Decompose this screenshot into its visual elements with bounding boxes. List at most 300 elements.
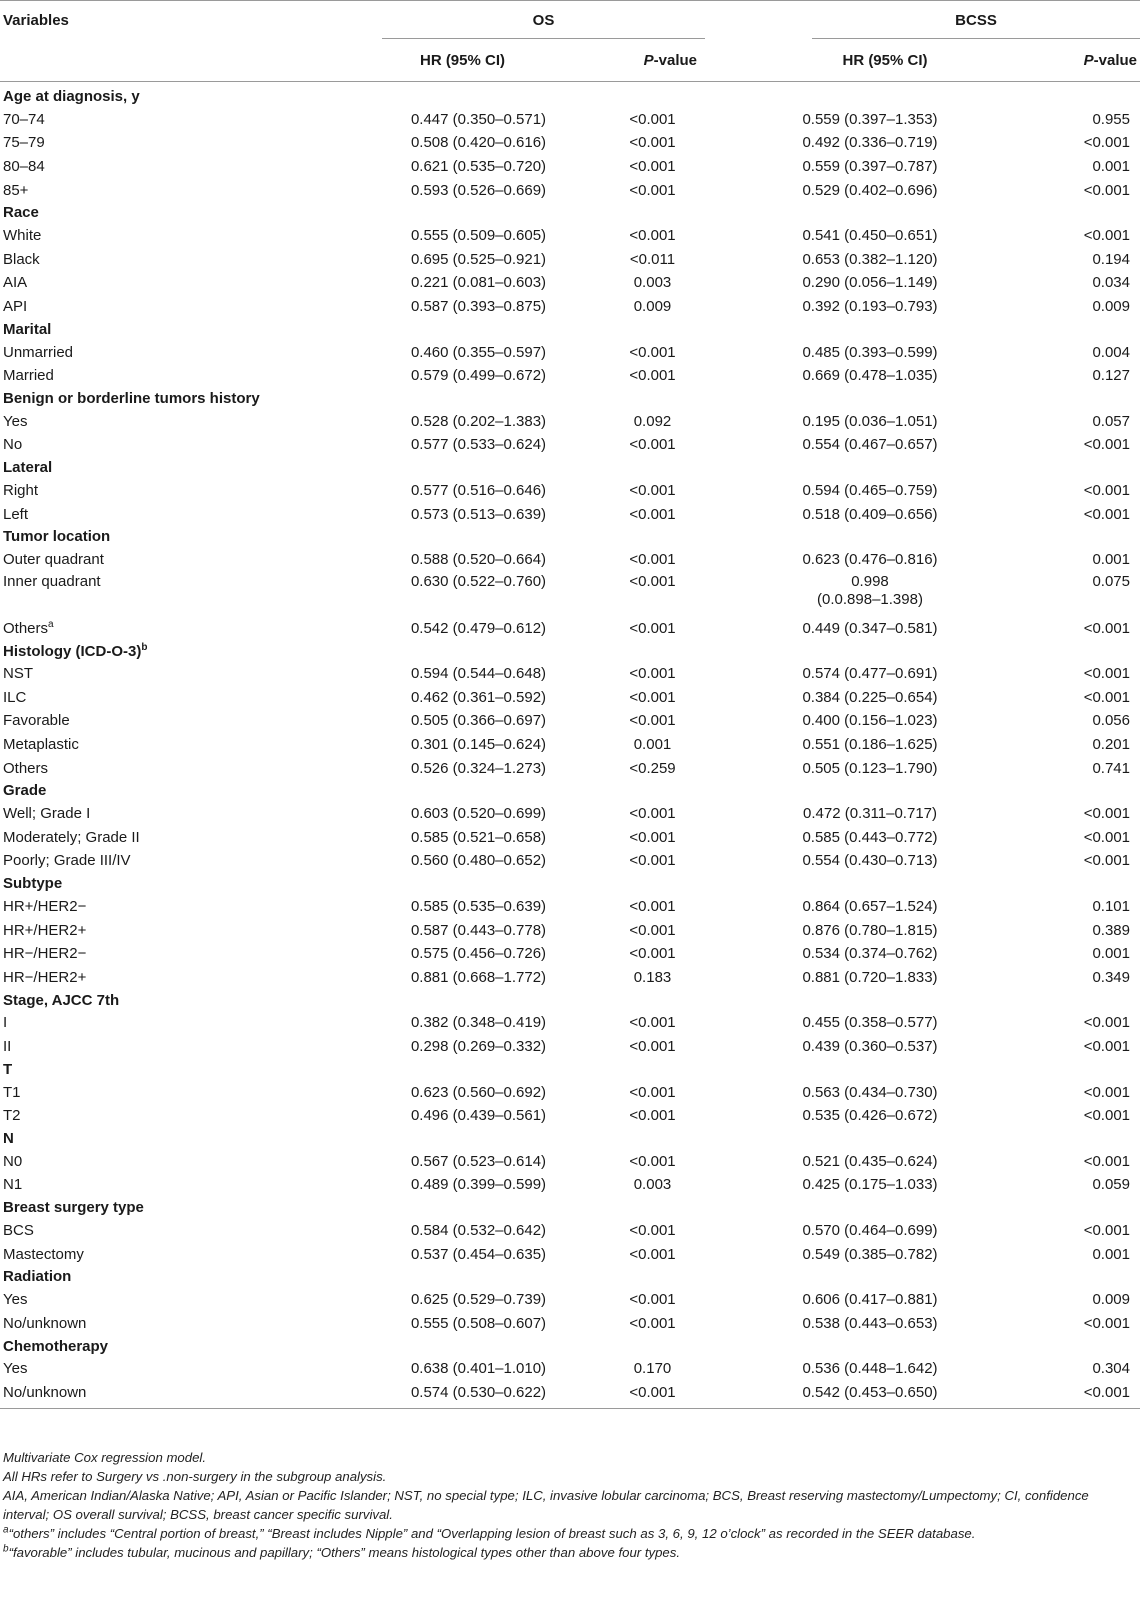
row-label bbox=[0, 826, 370, 850]
os-hr-cell: 0.603 (0.520–0.699) bbox=[410, 805, 547, 823]
os-hr-cell: 0.588 (0.520–0.664) bbox=[410, 551, 547, 569]
bcss-hr-text: 0.669 (0.478–1.035) bbox=[802, 367, 938, 385]
os-hr-cell: 0.638 (0.401–1.010) bbox=[410, 1360, 547, 1378]
row-label bbox=[0, 295, 370, 319]
bcss-hr-text: 0.472 (0.311–0.717) bbox=[803, 805, 937, 823]
header-os-group bbox=[370, 1, 715, 40]
header-os-p-italic: P bbox=[643, 51, 654, 69]
bcss-hr-text: 0.606 (0.417–0.881) bbox=[802, 1291, 938, 1309]
os-hr-cell: 0.542 (0.479–0.612) bbox=[410, 619, 547, 637]
bcss-pvalue-cell: 0.057 bbox=[1092, 412, 1130, 430]
os-pvalue-cell: <0.001 bbox=[629, 367, 676, 385]
row-label bbox=[0, 503, 370, 527]
bcss-hr-text: 0.384 (0.225–0.654) bbox=[802, 688, 938, 706]
row-label bbox=[0, 224, 370, 248]
table-row bbox=[0, 617, 1140, 641]
table-row bbox=[0, 966, 1140, 990]
bcss-hr-text: 0.559 (0.397–1.353) bbox=[802, 110, 938, 128]
gap-cell bbox=[715, 503, 800, 527]
table-row bbox=[0, 108, 1140, 132]
row-label bbox=[0, 1312, 370, 1336]
row-label-text: HR−/HER2− bbox=[3, 945, 87, 963]
os-hr-cell: 0.587 (0.443–0.778) bbox=[410, 921, 547, 939]
bcss-hr-cell bbox=[800, 1381, 970, 1408]
os-hr-cell: 0.526 (0.324–1.273) bbox=[410, 759, 547, 777]
table-row bbox=[0, 364, 1140, 388]
os-hr-cell: 0.221 (0.081–0.603) bbox=[410, 274, 547, 292]
row-label-text: BCS bbox=[3, 1221, 34, 1239]
os-hr-cell: 0.881 (0.668–1.772) bbox=[410, 968, 547, 986]
section-title-text: T bbox=[3, 1060, 13, 1078]
row-label bbox=[0, 1174, 370, 1198]
section-title-footnote-marker: b bbox=[141, 641, 148, 653]
row-label-text: Unmarried bbox=[3, 343, 74, 361]
bcss-hr-cell bbox=[800, 1312, 970, 1336]
row-label bbox=[0, 272, 370, 296]
bcss-hr-cell bbox=[800, 850, 970, 874]
os-pvalue-cell: <0.001 bbox=[629, 688, 676, 706]
bcss-pvalue-cell: <0.001 bbox=[1083, 436, 1130, 454]
section-title bbox=[0, 1197, 1140, 1219]
gap-cell bbox=[715, 826, 800, 850]
section-title bbox=[0, 780, 1140, 802]
header-bcss-hr: HR (95% CI) bbox=[800, 39, 970, 82]
os-hr-cell: 0.537 (0.454–0.635) bbox=[410, 1245, 547, 1263]
row-label bbox=[0, 132, 370, 156]
row-label bbox=[0, 1219, 370, 1243]
table-row bbox=[0, 1150, 1140, 1174]
bcss-hr-cell bbox=[800, 895, 970, 919]
gap-cell bbox=[715, 710, 800, 734]
bcss-hr-cell bbox=[800, 248, 970, 272]
gap-cell bbox=[715, 1243, 800, 1267]
section-title-text: Lateral bbox=[3, 459, 53, 477]
bcss-pvalue-cell: <0.001 bbox=[1083, 852, 1130, 870]
bcss-hr-text: 0.485 (0.393–0.599) bbox=[802, 343, 938, 361]
row-label bbox=[0, 1381, 370, 1408]
os-hr-cell: 0.579 (0.499–0.672) bbox=[410, 367, 547, 385]
bcss-hr-text: 0.542 (0.453–0.650) bbox=[802, 1383, 938, 1401]
row-label-text: 85+ bbox=[3, 181, 29, 199]
row-label bbox=[0, 1243, 370, 1267]
os-hr-cell: 0.625 (0.529–0.739) bbox=[410, 1291, 547, 1309]
row-label bbox=[0, 942, 370, 966]
row-label-text: Favorable bbox=[3, 712, 70, 730]
bcss-hr-cell bbox=[800, 1104, 970, 1128]
bcss-pvalue-cell: 0.059 bbox=[1092, 1176, 1130, 1194]
os-pvalue-cell: <0.001 bbox=[629, 157, 676, 175]
section-title-text: Breast surgery type bbox=[3, 1199, 144, 1217]
section-title-text: Histology (ICD-O-3) bbox=[3, 642, 142, 660]
gap-cell bbox=[715, 572, 800, 617]
bcss-hr-text: 0.529 (0.402–0.696) bbox=[802, 181, 938, 199]
os-pvalue-cell: <0.001 bbox=[629, 1245, 676, 1263]
row-label-text: HR+/HER2− bbox=[3, 898, 87, 916]
row-label-text: 80–84 bbox=[3, 157, 45, 175]
bcss-hr-text: 0.521 (0.435–0.624) bbox=[802, 1152, 938, 1170]
row-label-text: Well; Grade I bbox=[3, 805, 91, 823]
bcss-hr-cell bbox=[800, 617, 970, 641]
os-pvalue-cell: <0.001 bbox=[555, 1381, 715, 1408]
row-label-text: Moderately; Grade II bbox=[3, 828, 140, 846]
bcss-hr-text: 0.864 (0.657–1.524) bbox=[802, 898, 938, 916]
os-pvalue-cell: <0.001 bbox=[629, 1221, 676, 1239]
table-row bbox=[0, 179, 1140, 203]
bcss-pvalue-cell: 0.009 bbox=[1092, 297, 1130, 315]
table-row bbox=[0, 1012, 1140, 1036]
footnote-b-text: “favorable” includes tubular, mucinous and papillary; “Others” means histological types other than above four types. bbox=[8, 1545, 681, 1560]
os-hr-cell: 0.621 (0.535–0.720) bbox=[410, 157, 547, 175]
gap-cell bbox=[715, 1150, 800, 1174]
bcss-hr-cell bbox=[800, 663, 970, 687]
row-label-text: No/unknown bbox=[3, 1314, 87, 1332]
gap-cell bbox=[715, 179, 800, 203]
row-label-text: Mastectomy bbox=[3, 1245, 84, 1263]
table-header bbox=[0, 1, 1140, 82]
table-row bbox=[0, 826, 1140, 850]
bcss-hr-text: 0.392 (0.193–0.793) bbox=[802, 297, 938, 315]
os-hr-cell: 0.630 (0.522–0.760) bbox=[410, 572, 547, 590]
bcss-hr-cell bbox=[800, 1035, 970, 1059]
section-header-row bbox=[0, 319, 1140, 341]
header-row-sub bbox=[0, 39, 1140, 82]
header-os-pvalue bbox=[555, 39, 715, 82]
os-hr-cell: 0.528 (0.202–1.383) bbox=[410, 412, 547, 430]
bcss-hr-cell bbox=[800, 733, 970, 757]
bcss-hr-text: 0.998 bbox=[851, 572, 889, 590]
gap-cell bbox=[715, 364, 800, 388]
bcss-pvalue-cell: 0.127 bbox=[1092, 367, 1130, 385]
footnote-model: Multivariate Cox regression model. bbox=[3, 1450, 207, 1465]
row-label-text: 70–74 bbox=[3, 110, 45, 128]
table-row bbox=[0, 850, 1140, 874]
section-title bbox=[0, 457, 1140, 479]
bcss-hr-text: 0.549 (0.385–0.782) bbox=[802, 1245, 938, 1263]
gap-cell bbox=[715, 548, 800, 572]
header-bcss-pvalue bbox=[970, 39, 1140, 82]
bcss-pvalue-cell: 0.741 bbox=[1092, 759, 1130, 777]
table-row bbox=[0, 802, 1140, 826]
row-label-text: API bbox=[3, 297, 28, 315]
table-row bbox=[0, 1219, 1140, 1243]
bcss-hr-cell bbox=[800, 686, 970, 710]
os-pvalue-cell: 0.183 bbox=[633, 968, 672, 986]
row-label-text: No bbox=[3, 436, 23, 454]
table-row bbox=[0, 434, 1140, 458]
os-pvalue-cell: <0.001 bbox=[629, 1152, 676, 1170]
bcss-hr-text: 0.492 (0.336–0.719) bbox=[802, 134, 938, 152]
table-row bbox=[0, 1104, 1140, 1128]
os-pvalue-cell: 0.009 bbox=[633, 297, 672, 315]
bcss-hr-cell bbox=[800, 966, 970, 990]
bcss-hr-text: 0.505 (0.123–1.790) bbox=[802, 759, 938, 777]
bcss-hr-text: 0.551 (0.186–1.625) bbox=[802, 736, 938, 754]
section-title bbox=[0, 388, 1140, 410]
table-row bbox=[0, 548, 1140, 572]
gap-cell bbox=[715, 479, 800, 503]
table-row bbox=[0, 895, 1140, 919]
row-label bbox=[0, 733, 370, 757]
table-row bbox=[0, 572, 1140, 617]
row-label-text: T1 bbox=[3, 1083, 21, 1101]
bcss-hr-cell bbox=[800, 224, 970, 248]
gap-cell bbox=[715, 248, 800, 272]
bcss-hr-text: 0.400 (0.156–1.023) bbox=[802, 712, 938, 730]
table-row bbox=[0, 710, 1140, 734]
section-header-row bbox=[0, 641, 1140, 663]
gap-cell bbox=[715, 1312, 800, 1336]
bcss-pvalue-cell: 0.349 bbox=[1092, 968, 1130, 986]
os-pvalue-cell: <0.001 bbox=[629, 852, 676, 870]
section-title-text: Tumor location bbox=[3, 528, 111, 546]
table-row bbox=[0, 1174, 1140, 1198]
os-pvalue-cell: <0.001 bbox=[629, 898, 676, 916]
row-label bbox=[0, 1012, 370, 1036]
section-header-row bbox=[0, 873, 1140, 895]
row-label-text: N1 bbox=[3, 1176, 23, 1194]
bcss-hr-cell bbox=[800, 410, 970, 434]
gap-cell bbox=[715, 295, 800, 319]
row-label-text: II bbox=[3, 1038, 12, 1056]
bcss-pvalue-cell: 0.955 bbox=[1092, 110, 1130, 128]
bcss-hr-cell bbox=[800, 1243, 970, 1267]
table-row bbox=[0, 663, 1140, 687]
os-pvalue-cell: <0.001 bbox=[629, 110, 676, 128]
row-label bbox=[0, 341, 370, 365]
os-pvalue-cell: <0.001 bbox=[629, 1083, 676, 1101]
bcss-pvalue-cell: <0.001 bbox=[1083, 481, 1130, 499]
bcss-hr-text: 0.563 (0.434–0.730) bbox=[802, 1083, 938, 1101]
bcss-hr-cell bbox=[800, 802, 970, 826]
section-title bbox=[0, 1059, 1140, 1081]
os-pvalue-cell: <0.001 bbox=[629, 712, 676, 730]
footnote-abbreviations: AIA, American Indian/Alaska Native; API, Asian or Pacific Islander; NST, no special type; ILC, invasive lobular carcinoma; BCS, Breast reserving mastectomy/Lumpectomy; CI, confidence interval; OS overall survival; BCSS, breast cancer specific survival. bbox=[3, 1488, 1089, 1522]
section-header-row bbox=[0, 1266, 1140, 1288]
row-label-text: Poorly; Grade III/IV bbox=[3, 852, 131, 870]
bcss-hr-cell bbox=[800, 1288, 970, 1312]
section-header-row bbox=[0, 457, 1140, 479]
gap-cell bbox=[715, 1104, 800, 1128]
table-row bbox=[0, 1312, 1140, 1336]
bcss-pvalue-cell: <0.001 bbox=[970, 1381, 1140, 1408]
bcss-pvalue-cell: 0.004 bbox=[1092, 343, 1130, 361]
section-header-row bbox=[0, 990, 1140, 1012]
footnote-b-marker: b bbox=[3, 1543, 9, 1555]
bcss-pvalue-cell: <0.001 bbox=[1083, 1221, 1130, 1239]
bcss-hr-text: 0.195 (0.036–1.051) bbox=[802, 412, 938, 430]
bcss-hr-cell bbox=[800, 757, 970, 781]
row-label-text: Black bbox=[3, 250, 40, 268]
row-label bbox=[0, 364, 370, 388]
os-pvalue-cell: <0.001 bbox=[629, 505, 676, 523]
os-hr-cell: 0.301 (0.145–0.624) bbox=[410, 736, 547, 754]
bcss-hr-cell bbox=[800, 572, 970, 617]
table-row bbox=[0, 410, 1140, 434]
table-row bbox=[0, 1381, 1140, 1408]
section-title bbox=[0, 990, 1140, 1012]
row-label bbox=[0, 1104, 370, 1128]
bcss-hr-cell bbox=[800, 364, 970, 388]
os-hr-cell: 0.577 (0.533–0.624) bbox=[410, 436, 547, 454]
gap-cell bbox=[715, 686, 800, 710]
section-header-row bbox=[0, 82, 1140, 109]
bcss-pvalue-cell: <0.001 bbox=[1083, 1014, 1130, 1032]
section-title-text: Stage, AJCC 7th bbox=[3, 991, 120, 1009]
bcss-pvalue-cell: 0.389 bbox=[1092, 921, 1130, 939]
section-title bbox=[0, 202, 1140, 224]
section-title bbox=[0, 1266, 1140, 1288]
bcss-hr-text: 0.623 (0.476–0.816) bbox=[802, 551, 938, 569]
gap-cell bbox=[715, 850, 800, 874]
os-hr-cell: 0.505 (0.366–0.697) bbox=[410, 712, 547, 730]
table-row bbox=[0, 272, 1140, 296]
os-hr-cell: 0.298 (0.269–0.332) bbox=[410, 1038, 547, 1056]
section-title bbox=[0, 873, 1140, 895]
table-row bbox=[0, 1081, 1140, 1105]
row-label bbox=[0, 572, 370, 617]
bcss-hr-cell bbox=[800, 503, 970, 527]
table-row bbox=[0, 919, 1140, 943]
bcss-hr-cell bbox=[800, 272, 970, 296]
row-label bbox=[0, 850, 370, 874]
os-pvalue-cell: 0.001 bbox=[633, 736, 672, 754]
os-pvalue-cell: 0.092 bbox=[633, 412, 672, 430]
gap-cell bbox=[715, 802, 800, 826]
os-pvalue-cell: <0.259 bbox=[629, 759, 676, 777]
section-header-row bbox=[0, 388, 1140, 410]
bcss-hr-text: 0.585 (0.443–0.772) bbox=[802, 828, 938, 846]
table-row bbox=[0, 295, 1140, 319]
row-label-text: Metaplastic bbox=[3, 736, 79, 754]
section-title-text: Radiation bbox=[3, 1268, 72, 1286]
bcss-pvalue-cell: <0.001 bbox=[1083, 1083, 1130, 1101]
gap-cell bbox=[715, 663, 800, 687]
os-pvalue-cell: <0.001 bbox=[629, 134, 676, 152]
table-row bbox=[0, 132, 1140, 156]
bcss-hr-text: 0.876 (0.780–1.815) bbox=[802, 921, 938, 939]
bcss-hr-text: 0.455 (0.358–0.577) bbox=[802, 1014, 938, 1032]
os-pvalue-cell: <0.001 bbox=[629, 1107, 676, 1125]
os-hr-cell: 0.382 (0.348–0.419) bbox=[410, 1014, 547, 1032]
os-hr-cell: 0.574 (0.530–0.622) bbox=[370, 1381, 555, 1408]
row-label-text: I bbox=[3, 1014, 8, 1032]
row-label-text: HR−/HER2+ bbox=[3, 968, 87, 986]
os-pvalue-cell: <0.001 bbox=[629, 436, 676, 454]
table-row bbox=[0, 733, 1140, 757]
os-pvalue-cell: <0.001 bbox=[629, 181, 676, 199]
gap-cell bbox=[715, 410, 800, 434]
gap-cell bbox=[715, 1219, 800, 1243]
gap-cell bbox=[715, 942, 800, 966]
row-label bbox=[0, 1358, 370, 1382]
bcss-pvalue-cell: 0.101 bbox=[1092, 898, 1130, 916]
bcss-hr-cell bbox=[800, 434, 970, 458]
bcss-hr-cell bbox=[800, 1012, 970, 1036]
os-pvalue-cell: <0.001 bbox=[629, 1038, 676, 1056]
os-hr-cell: 0.593 (0.526–0.669) bbox=[410, 181, 547, 199]
header-variables: Variables bbox=[0, 1, 370, 40]
os-pvalue-cell: <0.001 bbox=[629, 1314, 676, 1332]
row-label bbox=[0, 108, 370, 132]
os-hr-cell: 0.575 (0.456–0.726) bbox=[410, 945, 547, 963]
table-row bbox=[0, 686, 1140, 710]
bcss-hr-text: 0.449 (0.347–0.581) bbox=[802, 619, 938, 637]
row-label-text: Left bbox=[3, 505, 29, 523]
row-label bbox=[0, 1150, 370, 1174]
row-label bbox=[0, 434, 370, 458]
gap-cell bbox=[715, 757, 800, 781]
bcss-hr-text: 0.541 (0.450–0.651) bbox=[802, 227, 938, 245]
table-row bbox=[0, 341, 1140, 365]
header-os-hr: HR (95% CI) bbox=[370, 39, 555, 82]
table-row bbox=[0, 942, 1140, 966]
os-pvalue-cell: <0.001 bbox=[629, 805, 676, 823]
row-label-text: NST bbox=[3, 665, 33, 683]
bcss-hr-cell bbox=[800, 1219, 970, 1243]
row-label bbox=[0, 1081, 370, 1105]
row-label-text: HR+/HER2+ bbox=[3, 921, 87, 939]
table-row bbox=[0, 1243, 1140, 1267]
section-header-row bbox=[0, 1128, 1140, 1150]
gap-cell bbox=[715, 341, 800, 365]
os-pvalue-cell: <0.001 bbox=[629, 343, 676, 361]
row-label bbox=[0, 248, 370, 272]
os-hr-cell: 0.594 (0.544–0.648) bbox=[410, 665, 547, 683]
header-bcss-p-italic: P bbox=[1083, 51, 1094, 69]
gap-cell bbox=[715, 1081, 800, 1105]
bcss-hr-text: 0.554 (0.467–0.657) bbox=[802, 436, 938, 454]
bcss-hr-text: 0.535 (0.426–0.672) bbox=[802, 1107, 938, 1125]
row-label bbox=[0, 802, 370, 826]
os-hr-cell: 0.489 (0.399–0.599) bbox=[410, 1176, 547, 1194]
bcss-pvalue-cell: <0.001 bbox=[1083, 505, 1130, 523]
bcss-pvalue-cell: 0.001 bbox=[1092, 1245, 1130, 1263]
section-title bbox=[0, 82, 1140, 109]
os-hr-cell: 0.695 (0.525–0.921) bbox=[410, 250, 547, 268]
table-body bbox=[0, 82, 1140, 1409]
footnote-a bbox=[3, 1524, 1133, 1543]
bcss-hr-text: 0.559 (0.397–0.787) bbox=[802, 157, 938, 175]
os-pvalue-cell: 0.003 bbox=[633, 274, 672, 292]
bcss-hr-text: 0.536 (0.448–1.642) bbox=[802, 1360, 938, 1378]
os-hr-cell: 0.567 (0.523–0.614) bbox=[410, 1152, 547, 1170]
table-row bbox=[0, 1288, 1140, 1312]
bcss-hr-text: 0.594 (0.465–0.759) bbox=[802, 481, 938, 499]
table-row bbox=[0, 248, 1140, 272]
bcss-pvalue-cell: 0.056 bbox=[1092, 712, 1130, 730]
row-label-text: Outer quadrant bbox=[3, 551, 104, 569]
row-label bbox=[0, 757, 370, 781]
bcss-pvalue-cell: <0.001 bbox=[1083, 134, 1130, 152]
os-pvalue-cell: <0.001 bbox=[629, 921, 676, 939]
bcss-hr-text: 0.290 (0.056–1.149) bbox=[802, 274, 938, 292]
bcss-pvalue-cell: 0.201 bbox=[1092, 736, 1130, 754]
gap-cell bbox=[715, 108, 800, 132]
row-label bbox=[0, 919, 370, 943]
bcss-pvalue-cell: 0.075 bbox=[1092, 572, 1130, 590]
section-title bbox=[0, 641, 1140, 663]
row-label-text: White bbox=[3, 227, 42, 245]
bcss-pvalue-cell: 0.001 bbox=[1092, 157, 1130, 175]
gap-cell bbox=[715, 1035, 800, 1059]
bcss-hr-cell bbox=[800, 919, 970, 943]
row-label bbox=[0, 710, 370, 734]
row-label-footnote-marker: a bbox=[48, 618, 54, 630]
bcss-hr-text: 0.570 (0.464–0.699) bbox=[802, 1221, 938, 1239]
bcss-pvalue-cell: <0.001 bbox=[1083, 619, 1130, 637]
bcss-hr-text: 0.881 (0.720–1.833) bbox=[802, 968, 938, 986]
os-pvalue-cell: <0.001 bbox=[629, 828, 676, 846]
